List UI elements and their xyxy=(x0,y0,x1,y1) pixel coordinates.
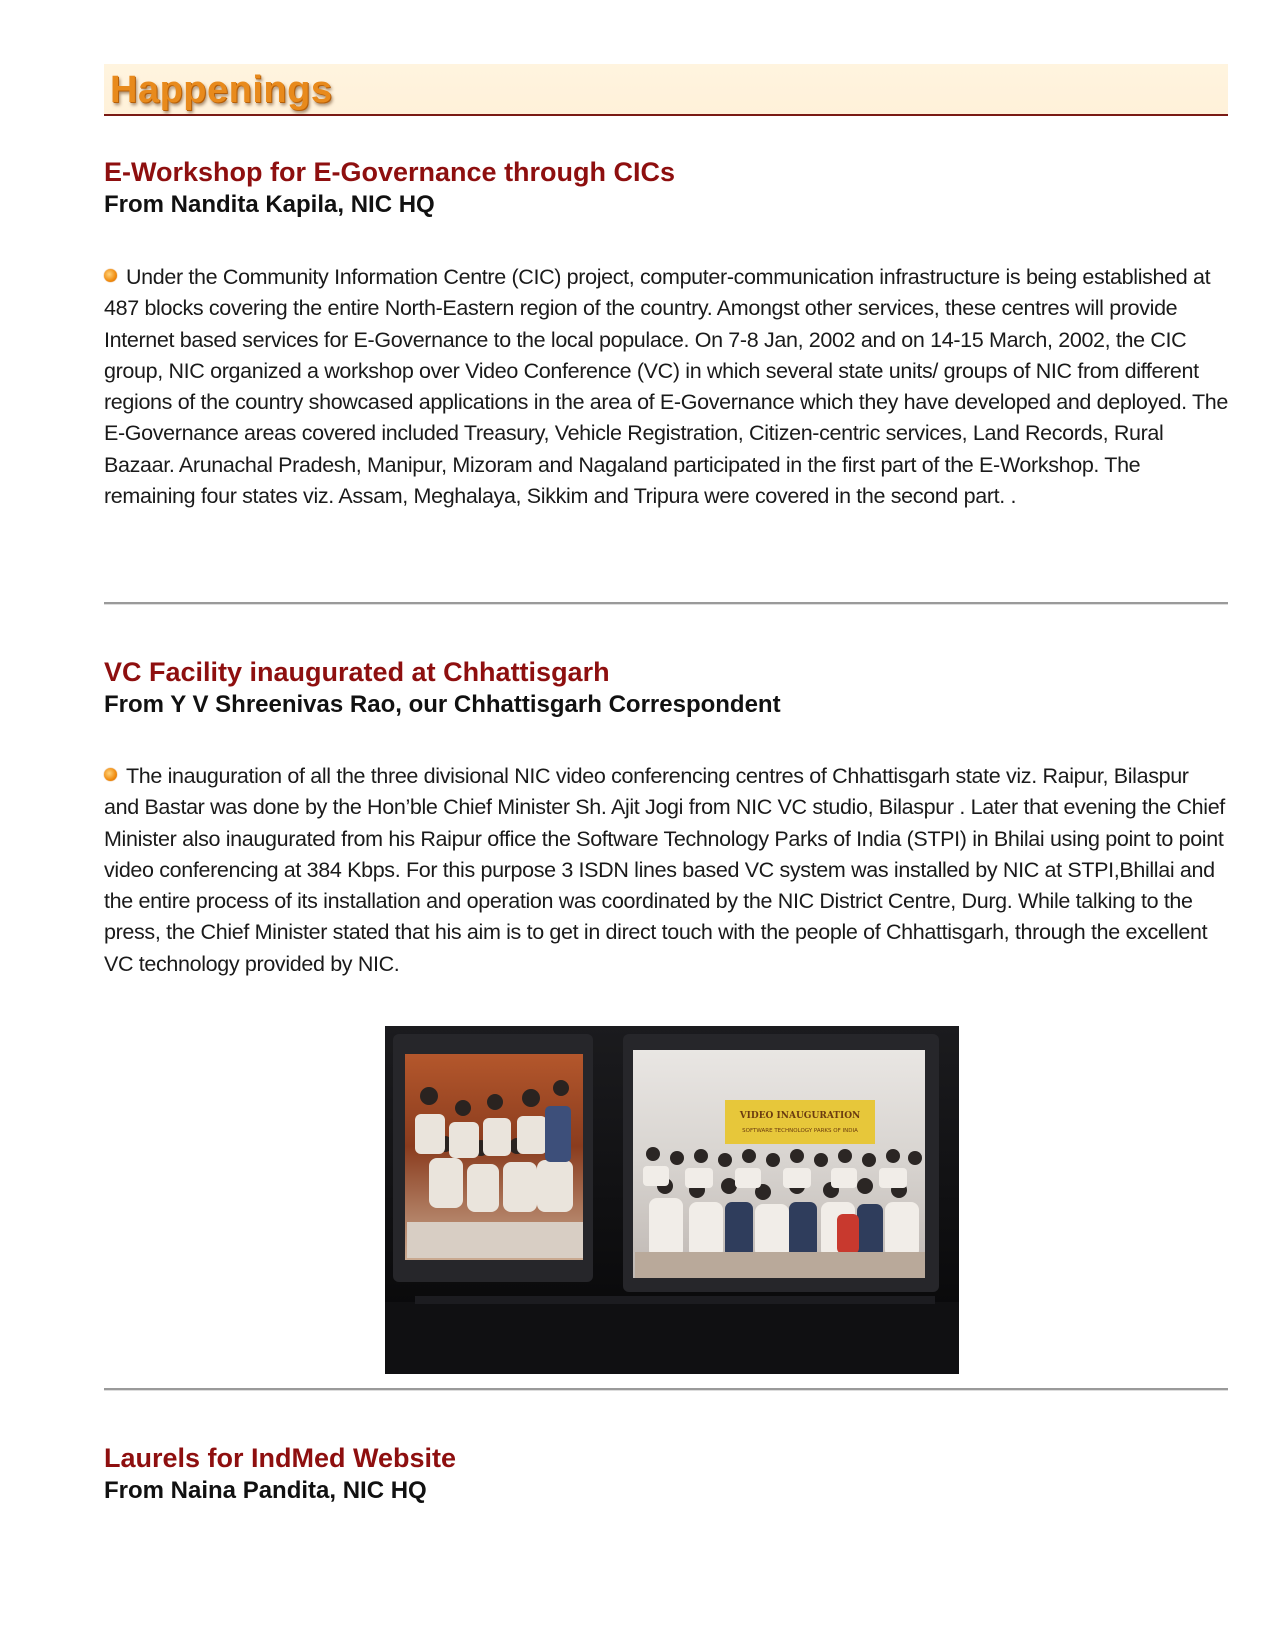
article-headline: Laurels for IndMed Website xyxy=(104,1443,457,1473)
article-body-text: The inauguration of all the three divisional NIC video conferencing centres of Chhattisgarh state viz. Raipur, Bilaspur and Bastar was done by the Hon’ble Chief Minister Sh. Ajit Jogi from NIC VC studio, Bilaspur . Later that evening the Chief Minister also inaugurated from his Raipur office the Software Technology Parks of India (STPI) in Bhilai using point to point video conferencing at 384 Kbps. For this purpose 3 ISDN lines based VC system was installed by NIC at STPI,Bhillai and the entire process of its installation and operation was coordinated by the NIC District Centre, Durg. While talking to the press, the Chief Minister stated that his aim is to get in direct touch with the people of Chhattisgarh, through the excellent VC technology provided by NIC. xyxy=(104,764,1225,976)
photo-banner xyxy=(725,1100,875,1144)
article-body xyxy=(104,262,1228,512)
article-byline: From Nandita Kapila, NIC HQ xyxy=(104,191,435,218)
photo-banner-subtext: SOFTWARE TECHNOLOGY PARKS OF INDIA xyxy=(742,1128,858,1134)
article-headline: VC Facility inaugurated at Chhattisgarh xyxy=(104,657,610,687)
article-vc-facility xyxy=(104,656,1228,721)
vc-inauguration-photo xyxy=(385,1026,959,1374)
article-byline: From Naina Pandita, NIC HQ xyxy=(104,1477,427,1504)
bullet-icon xyxy=(104,768,117,781)
photo-banner-text: VIDEO INAUGURATION xyxy=(739,1111,861,1121)
article-byline: From Y V Shreenivas Rao, our Chhattisgarh Correspondent xyxy=(104,691,781,718)
article-vc-facility-body xyxy=(104,761,1228,980)
section-divider xyxy=(104,1388,1228,1391)
section-divider xyxy=(104,602,1228,605)
vc-screens-illustration xyxy=(385,1026,959,1374)
section-title: Happenings xyxy=(110,69,333,111)
article-e-workshop-body xyxy=(104,262,1228,512)
article-indmed xyxy=(104,1442,1228,1507)
article-body-text: Under the Community Information Centre (CIC) project, computer-communication infrastructure is being established at 487 blocks covering the entire North-Eastern region of the country. Amongst other services, these centres will provide Internet based services for E-Governance to the local populace. On 7-8 Jan, 2002 and on 14-15 March, 2002, the CIC group, NIC organized a workshop over Video Conference (VC) in which several state units/ groups of NIC from different regions of the country showcased applications in the area of E-Governance which they have developed and deployed. The E-Governance areas covered included Treasury, Vehicle Registration, Citizen-centric services, Land Records, Rural Bazaar. Arunachal Pradesh, Manipur, Mizoram and Nagaland participated in the first part of the E-Workshop. The remaining four states viz. Assam, Meghalaya, Sikkim and Tripura were covered in the second part. . xyxy=(104,265,1228,509)
article-body xyxy=(104,761,1228,980)
article-headline: E-Workshop for E-Governance through CICs xyxy=(104,157,676,187)
bullet-icon xyxy=(104,269,117,282)
newsletter-page xyxy=(104,64,1228,1504)
article-e-workshop xyxy=(104,156,1228,221)
section-banner xyxy=(104,64,1228,116)
